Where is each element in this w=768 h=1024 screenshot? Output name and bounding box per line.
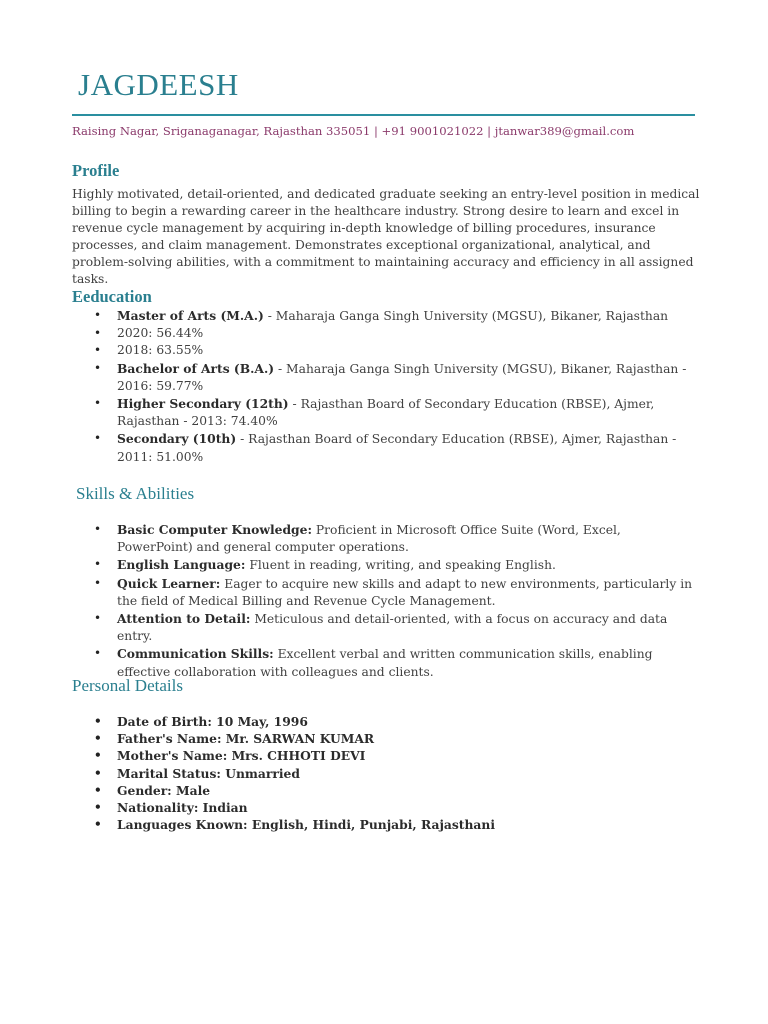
bullet-icon: • [94,431,102,446]
bullet-icon: • [94,714,102,728]
bullet-icon: • [94,343,102,358]
personal-details-list [72,713,697,833]
bullet-icon: • [94,646,102,661]
education-item-text: 2018: 63.55% [117,343,204,358]
education-item-label: Higher Secondary (12th) [117,396,289,412]
education-item [72,360,697,395]
personal-detail-item [72,816,697,833]
personal-detail-text: Mother's Name: Mrs. CHHOTI DEVI [117,748,366,764]
bullet-icon: • [94,396,102,411]
skills-list [72,521,697,681]
personal-detail-item [72,765,697,782]
skill-item [72,521,697,556]
personal-detail-item [72,799,697,816]
education-heading: Eeducation [72,287,152,306]
personal-detail-item [72,747,697,764]
education-item-label: Secondary (10th) [117,431,237,447]
bullet-icon: • [94,765,102,780]
bullet-icon: • [94,611,102,626]
skill-item-label: Basic Computer Knowledge: [117,522,312,537]
skill-item-label: Quick Learner: [117,575,221,591]
bullet-icon: • [94,308,102,322]
bullet-icon: • [94,557,102,572]
education-list [72,307,697,466]
personal-detail-text: Nationality: Indian [117,800,248,816]
education-item-label: Bachelor of Arts (B.A.) [117,360,275,376]
education-item [72,307,697,325]
bullet-icon: • [94,731,102,746]
education-item [72,342,697,359]
bullet-icon: • [94,800,102,815]
skill-item-text: Excellent verbal and written communication skills, enabling effective collaboration with colleagues and clients. [117,647,653,679]
bullet-icon: • [94,575,102,590]
profile-heading: Profile [72,161,120,180]
personal-detail-item [72,782,697,799]
skill-item-label: English Language: [117,557,246,573]
skill-item-label: Communication Skills: [117,646,274,662]
bullet-icon: • [94,782,102,797]
personal-detail-text: Gender: Male [117,782,211,798]
personal-detail-text: Date of Birth: 10 May, 1996 [117,714,308,729]
skill-item-text: Fluent in reading, writing, and speaking English. [245,558,556,573]
skills-heading: Skills & Abilities [76,484,195,503]
personal-detail-text: Languages Known: English, Hindi, Punjabi, Rajasthani [117,817,495,833]
education-item [72,430,697,465]
profile-summary: Highly motivated, detail-oriented, and dedicated graduate seeking an entry-level position in medical billing to begin a rewarding career in the healthcare industry. Strong desire to learn and excel in revenue cycle management by acquiring in-depth knowledge of billing procedures, insurance processes, and claim management. Demonstrates exceptional organizational, analytical, and problem-solving abilities, with a commitment to maintaining accuracy and efficiency in all assigned tasks. [72,187,700,286]
bullet-icon: • [94,326,102,341]
bullet-icon: • [94,817,102,832]
skill-item-label: Attention to Detail: [117,611,251,627]
bullet-icon: • [94,522,102,536]
skill-item [72,556,697,574]
skill-item-text: Meticulous and detail-oriented, with a focus on accuracy and data entry. [117,612,668,644]
education-item-text: 2020: 56.44% [117,326,204,341]
skill-item-text: Eager to acquire new skills and adapt to new environments, particularly in the field of Medical Billing and Revenue Cycle Management. [117,576,693,608]
education-item [72,395,697,430]
education-item-label: Master of Arts (M.A.) [117,308,264,323]
skill-item [72,575,697,610]
education-item-text: - Rajasthan Board of Secondary Education (RBSE), Ajmer, Rajasthan - 2013: 74.40% [117,397,655,429]
personal-detail-item [72,730,697,747]
skill-item [72,610,697,645]
contact-line: Raising Nagar, Sriganaganagar, Rajasthan 335051 | +91 9001021022 | jtanwar389@gmail.com [72,124,635,138]
skill-item-text: Proficient in Microsoft Office Suite (Word, Excel, PowerPoint) and general computer operations. [117,523,621,555]
candidate-name: JAGDEESH [78,67,239,102]
personal-detail-text: Father's Name: Mr. SARWAN KUMAR [117,731,375,747]
personal-details-heading: Personal Details [72,676,183,695]
education-item-text: - Maharaja Ganga Singh University (MGSU), Bikaner, Rajasthan [263,309,669,323]
education-item-text: - Maharaja Ganga Singh University (MGSU), Bikaner, Rajasthan - 2016: 59.77% [117,361,687,393]
personal-detail-text: Marital Status: Unmarried [117,765,300,781]
education-item-text: - Rajasthan Board of Secondary Education (RBSE), Ajmer, Rajasthan - 2011: 51.00% [117,432,677,464]
personal-detail-item [72,713,697,730]
header-divider [72,114,695,116]
education-item [72,325,697,342]
bullet-icon: • [94,748,102,763]
bullet-icon: • [94,360,102,375]
